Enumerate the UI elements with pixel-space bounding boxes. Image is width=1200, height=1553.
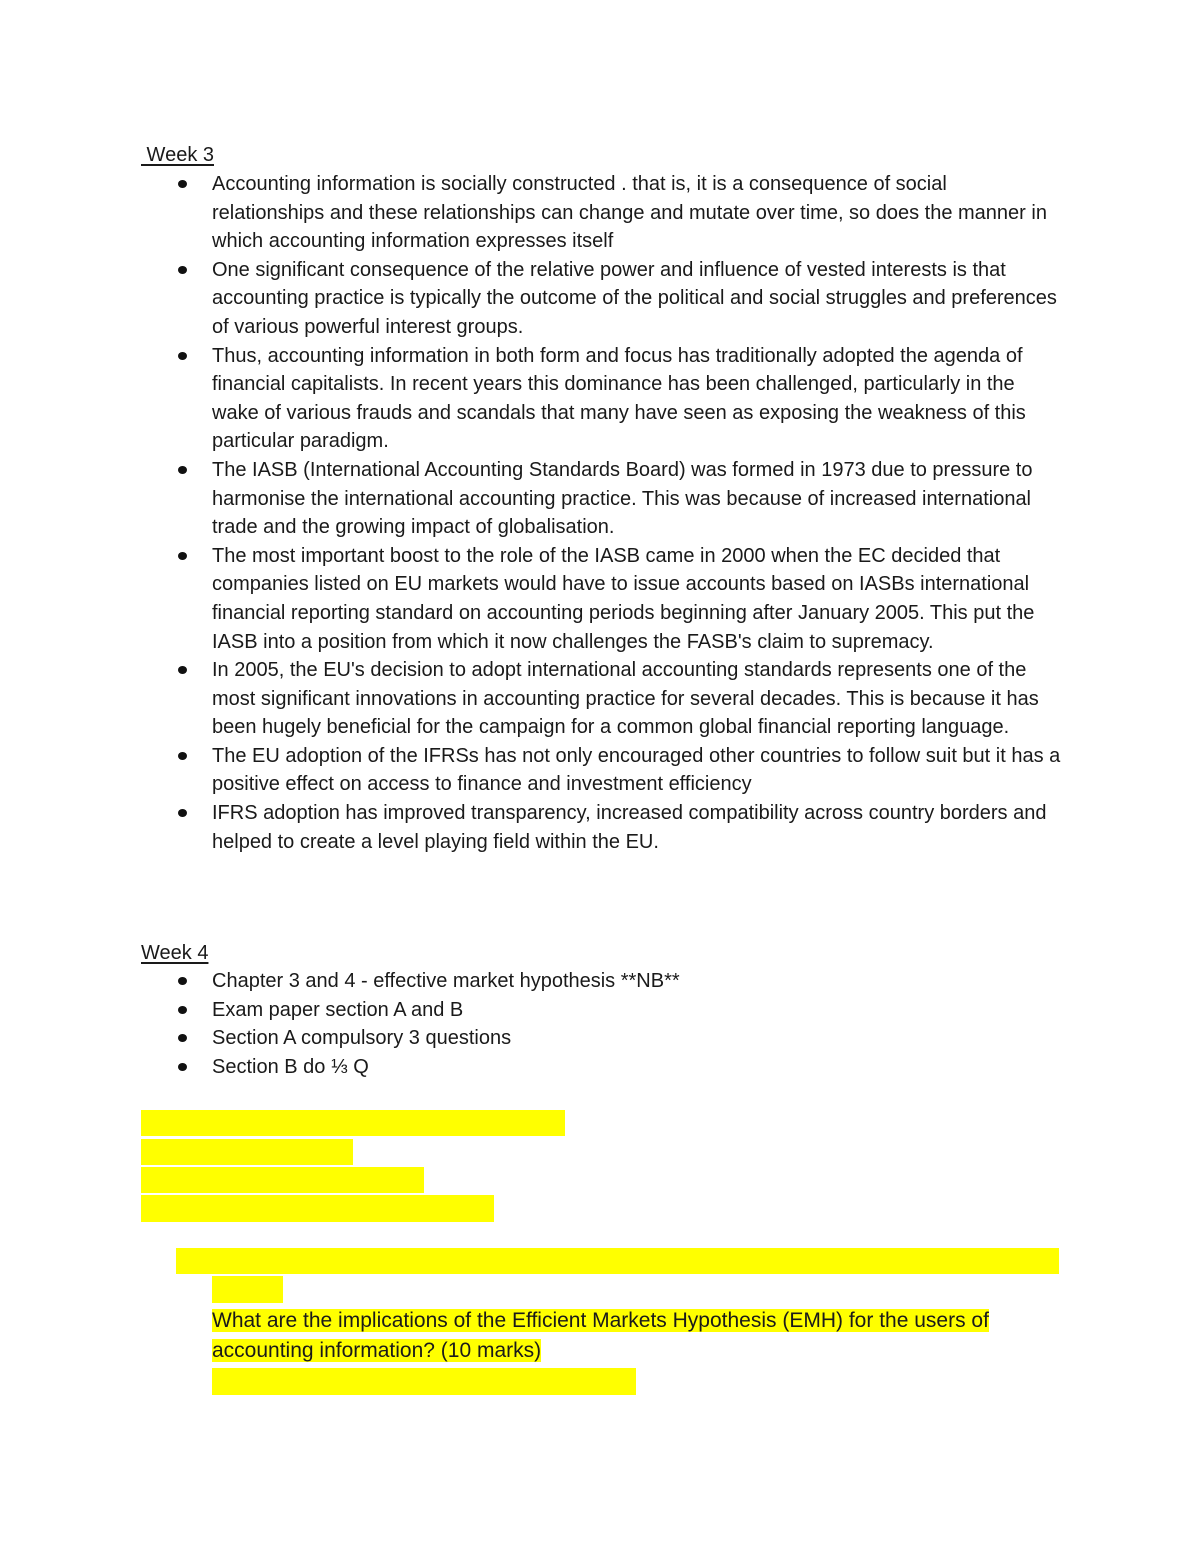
highlight-bar bbox=[212, 1276, 283, 1303]
list-item bbox=[0, 456, 1062, 542]
list-item-text: The EU adoption of the IFRSs has not only encouraged other countries to follow suit but it has a positive effect on access to finance and investment efficiency bbox=[212, 744, 1061, 796]
list-item-text: Exam paper section A and B bbox=[212, 998, 464, 1021]
bullet-icon bbox=[178, 1063, 187, 1071]
list-item bbox=[0, 799, 1062, 856]
highlight-bar bbox=[141, 1139, 353, 1165]
bullet-icon bbox=[178, 552, 187, 560]
exam-question bbox=[212, 1306, 1062, 1366]
list-item bbox=[0, 542, 1062, 656]
highlight-bar bbox=[176, 1248, 1059, 1274]
list-item bbox=[0, 742, 1062, 799]
list-item bbox=[0, 967, 1062, 996]
bullet-icon bbox=[178, 1006, 187, 1014]
list-item-text: Accounting information is socially constructed . that is, it is a consequence of social relationships and these relationships can change and mutate over time, so does the manner in which accounting information expresses itself bbox=[212, 173, 1047, 253]
bullet-icon bbox=[178, 752, 187, 760]
bullet-icon bbox=[178, 1034, 187, 1042]
list-item bbox=[0, 256, 1062, 342]
list-item bbox=[0, 170, 1062, 256]
list-item-text: In 2005, the EU's decision to adopt international accounting standards represents one of the most significant innovations in accounting practice for several decades. This is because it has been hugely beneficial for the campaign for a common global financial reporting language. bbox=[212, 659, 1039, 739]
list-item-text: The most important boost to the role of the IASB came in 2000 when the EC decided that companies listed on EU markets would have to issue accounts based on IASBs international financial reporting standard on accounting periods beginning after January 2005. This put the IASB into a position from which it now challenges the FASB's claim to supremacy. bbox=[212, 544, 1035, 653]
list-item bbox=[0, 656, 1062, 742]
list-item-text: Chapter 3 and 4 - effective market hypothesis **NB** bbox=[212, 970, 680, 992]
list-item-text: Section B do ⅓ Q bbox=[212, 1055, 369, 1078]
week3-heading: Week 3 bbox=[141, 144, 214, 166]
list-item bbox=[0, 342, 1062, 456]
list-item-text: The IASB (International Accounting Standards Board) was formed in 1973 due to pressure to harmonise the international accounting practice. This was because of increased international trade and the growing impact of globalisation. bbox=[212, 458, 1033, 539]
bullet-icon bbox=[178, 809, 187, 817]
highlight-bar bbox=[212, 1368, 636, 1395]
list-item bbox=[0, 1053, 1062, 1082]
bullet-icon bbox=[178, 466, 187, 474]
week3-bullet-list bbox=[0, 170, 1200, 856]
highlight-bar bbox=[141, 1110, 565, 1136]
list-item-text: Section A compulsory 3 questions bbox=[212, 1027, 512, 1050]
list-item-text: Thus, accounting information in both form and focus has traditionally adopted the agenda of financial capitalists. In recent years this dominance has been challenged, particularly in the wake of various frauds and scandals that many have seen as exposing the weakness of this particular paradigm. bbox=[212, 344, 1026, 453]
bullet-icon bbox=[178, 666, 187, 674]
bullet-icon bbox=[178, 977, 187, 985]
week4-bullet-list bbox=[0, 967, 1200, 1081]
week4-heading: Week 4 bbox=[141, 942, 209, 964]
highlight-bar bbox=[141, 1167, 424, 1193]
list-item bbox=[0, 1024, 1062, 1053]
list-item-text: IFRS adoption has improved transparency, increased compatibility across country borders and helped to create a level playing field within the EU. bbox=[212, 802, 1047, 853]
bullet-icon bbox=[178, 352, 187, 360]
highlight-bar bbox=[141, 1195, 494, 1222]
bullet-icon bbox=[178, 266, 187, 274]
list-item-text: One significant consequence of the relative power and influence of vested interests is that accounting practice is typically the outcome of the political and social struggles and preferences of various powerful interest groups. bbox=[212, 258, 1057, 338]
list-item bbox=[0, 996, 1062, 1025]
bullet-icon bbox=[178, 180, 187, 188]
exam-question-text: What are the implications of the Efficient Markets Hypothesis (EMH) for the users of accounting information? (10 marks) bbox=[212, 1309, 989, 1362]
